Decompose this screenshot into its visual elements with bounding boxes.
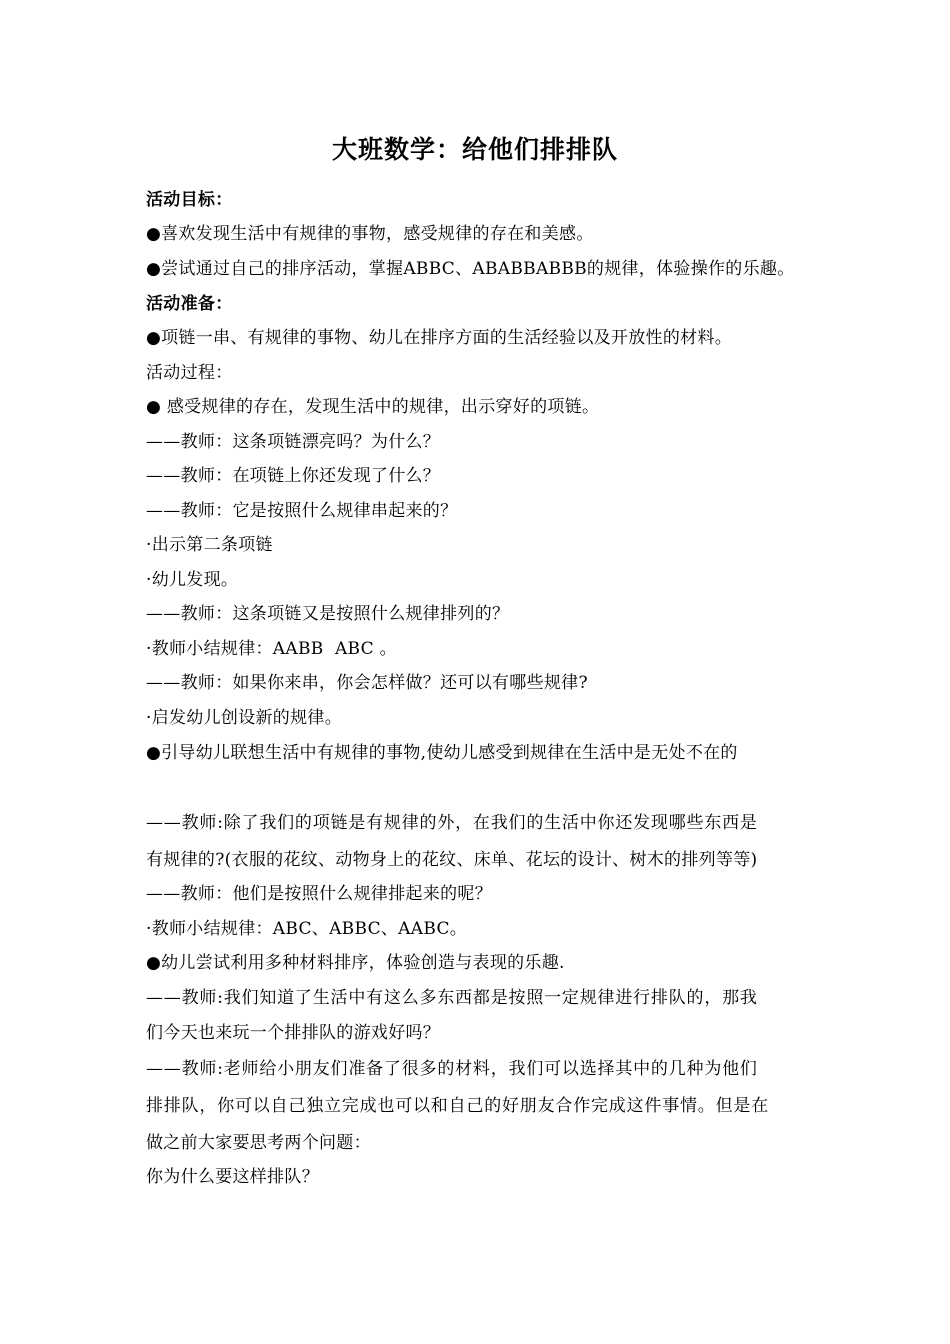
text-line: ●引导幼儿联想生活中有规律的事物,使幼儿感受到规律在生活中是无处不在的 (146, 743, 738, 763)
text-line: ●尝试通过自己的排序活动，掌握ABBC、ABABBABBB的规律，体验操作的乐趣。 (146, 259, 795, 279)
section-heading-goals: 活动目标： (146, 190, 233, 210)
text-line: 们今天也来玩一个排排队的游戏好吗？ (146, 1023, 441, 1043)
section-heading-preparation: 活动准备： (146, 294, 233, 314)
text-line: ·出示第二条项链 (146, 535, 273, 555)
text-line: 你为什么要这样排队？ (146, 1167, 319, 1187)
text-line: ——教师:我们知道了生活中有这么多东西都是按照一定规律进行排队的，那我 (146, 988, 758, 1008)
text-line: ——教师：他们是按照什么规律排起来的呢？ (146, 884, 492, 904)
text-line: ——教师:除了我们的项链是有规律的外，在我们的生活中你还发现哪些东西是 (146, 813, 758, 833)
text-line: 排排队，你可以自己独立完成也可以和自己的好朋友合作完成这件事情。但是在 (146, 1096, 769, 1116)
text-line: ·幼儿发现。 (146, 570, 239, 590)
text-line: ·教师小结规律：AABB ABC 。 (146, 639, 397, 659)
text-line: ·启发幼儿创设新的规律。 (146, 708, 343, 728)
text-line: ——教师：这条项链漂亮吗？为什么？ (146, 432, 441, 452)
text-line: ——教师：在项链上你还发现了什么？ (146, 466, 441, 486)
text-line: ●幼儿尝试利用多种材料排序，体验创造与表现的乐趣. (146, 953, 565, 973)
text-line: ● 感受规律的存在，发现生活中的规律，出示穿好的项链。 (146, 397, 600, 417)
document-title: 大班数学：给他们排排队 (331, 135, 618, 164)
section-heading-process: 活动过程： (146, 363, 233, 383)
text-line: ●项链一串、有规律的事物、幼儿在排序方面的生活经验以及开放性的材料。 (146, 328, 733, 348)
text-line: ——教师：它是按照什么规律串起来的？ (146, 501, 458, 521)
text-line: ——教师:老师给小朋友们准备了很多的材料，我们可以选择其中的几种为他们 (146, 1059, 758, 1079)
text-line: ·教师小结规律：ABC、ABBC、AABC。 (146, 919, 468, 939)
text-line: ——教师：这条项链又是按照什么规律排列的？ (146, 604, 510, 624)
text-line: 做之前大家要思考两个问题： (146, 1133, 371, 1153)
text-line: ●喜欢发现生活中有规律的事物，感受规律的存在和美感。 (146, 224, 594, 244)
text-line: 有规律的?(衣服的花纹、动物身上的花纹、床单、花坛的设计、树木的排列等等) (146, 850, 758, 870)
text-line: ——教师：如果你来串，你会怎样做？还可以有哪些规律? (146, 673, 588, 693)
